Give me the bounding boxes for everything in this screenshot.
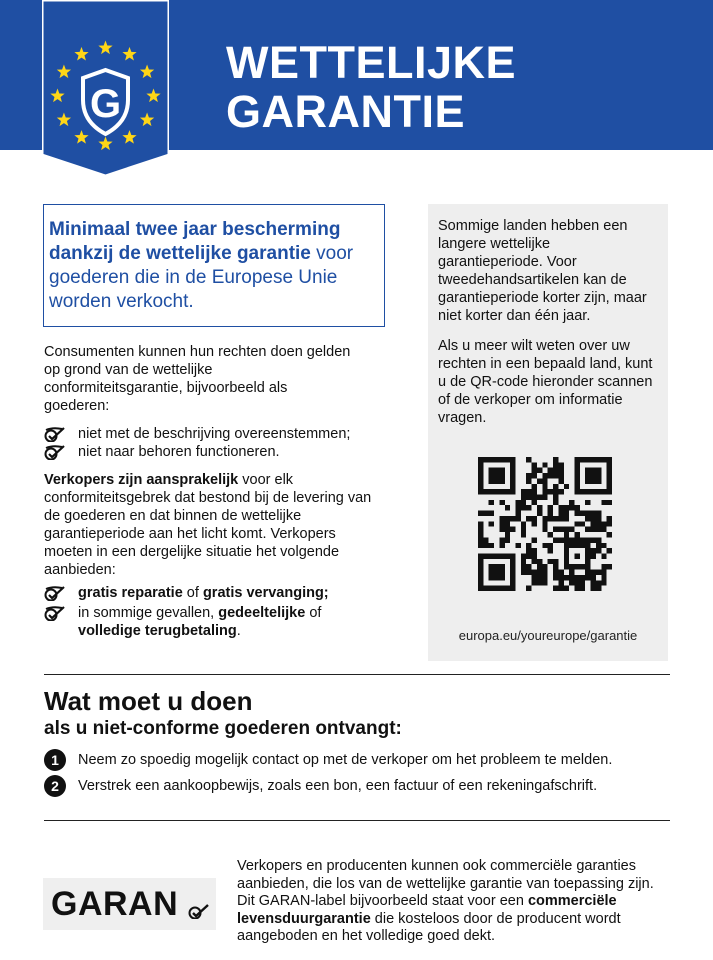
footer-text-2: die kosteloos door de producent wordt aangeboden en het volledige goed dekt.	[237, 910, 621, 944]
sellers-liability-text	[44, 471, 384, 579]
footer-text-1: Verkopers en producenten kunnen ook commerciële garanties aanbieden, die los van de wettelijke garantie van toepassing zijn. Dit GARAN-label bijvoorbeeld staat voor een	[237, 858, 654, 909]
qr-code-icon[interactable]	[478, 457, 612, 591]
condition-text: niet naar behoren functioneren.	[78, 444, 280, 460]
consumer-rights-intro: Consumenten kunnen hun rechten doen gelden op grond van de wettelijke conformiteitsgarantie, bijvoorbeeld als goederen:	[44, 344, 351, 414]
header-banner	[0, 0, 713, 150]
section-heading: Wat moet u doen	[44, 686, 253, 716]
callout-rest: voor goederen die in de Europese Unie worden verkocht.	[49, 243, 354, 312]
eu-shield-badge-icon	[42, 0, 169, 176]
info-url[interactable]: europa.eu/youreurope/garantie	[458, 628, 638, 643]
garan-logo	[43, 878, 216, 930]
remedy-connector: of	[182, 585, 203, 601]
list-item	[44, 584, 389, 602]
list-item	[44, 604, 389, 640]
step-text: Neem zo spoedig mogelijk contact op met de verkoper om het probleem te melden.	[78, 752, 613, 768]
remedy-full-refund: volledige terugbetaling	[78, 623, 237, 639]
remedy-period: .	[236, 623, 241, 639]
page-title	[226, 38, 516, 136]
title-line-2: GARANTIE	[226, 86, 465, 137]
checkmark-icon	[44, 605, 66, 621]
remedy-partial: gedeeltelijke	[218, 605, 306, 621]
checkmark-icon	[44, 426, 66, 442]
list-item	[44, 425, 350, 443]
badge-letter: G	[89, 82, 122, 126]
checkmark-icon	[44, 585, 66, 601]
checkmark-icon	[44, 444, 66, 460]
condition-text: niet met de beschrijving overeenstemmen;	[78, 426, 351, 442]
step-text: Verstrek een aankoopbewijs, zoals een bon, een factuur of een rekeningafschrift.	[78, 778, 598, 794]
callout-bold: Minimaal twee jaar bescherming dankzij de wettelijke garantie	[49, 219, 341, 264]
section-subheading: als u niet-conforme goederen ontvangt:	[44, 718, 402, 739]
remedy-prefix: in sommige gevallen,	[78, 605, 219, 621]
title-line-1: WETTELIJKE	[226, 37, 517, 88]
sidebar-paragraph-2: Als u meer wilt weten over uw rechten in een bepaald land, kunt u de QR-code hieronder scannen of de verkoper om informatie vragen.	[438, 338, 653, 426]
remedies-list	[44, 584, 389, 640]
divider	[44, 674, 670, 675]
divider	[44, 820, 670, 821]
garan-logo-text: GARAN	[51, 885, 179, 923]
sellers-bold: Verkopers zijn aansprakelijk	[44, 472, 239, 488]
sidebar-paragraph-1: Sommige landen hebben een langere wettelijke garantieperiode. Voor tweedehandsartikelen kan de garantieperiode korter zijn, maar niet korter dan één jaar.	[438, 218, 647, 324]
list-item	[44, 443, 350, 461]
conditions-list	[44, 425, 350, 461]
commercial-guarantee-text	[237, 858, 672, 946]
footer-bold: commerciële levensduurgarantie	[237, 893, 617, 927]
sellers-rest: voor elk conformiteitsgebrek dat bestond bij de levering van de goederen en dat binnen de wettelijke garantieperiode aan het licht komt. Verkopers moeten in een dergelijke situatie het volgende aanbieden:	[44, 472, 372, 578]
remedy-repair: gratis reparatie	[78, 585, 183, 601]
remedy-connector: of	[305, 605, 322, 621]
checkmark-icon	[188, 903, 210, 919]
step-number-badge: 2	[44, 775, 66, 797]
protection-callout	[43, 204, 385, 327]
step-number-badge: 1	[44, 749, 66, 771]
remedy-replacement: gratis vervanging;	[202, 585, 329, 601]
